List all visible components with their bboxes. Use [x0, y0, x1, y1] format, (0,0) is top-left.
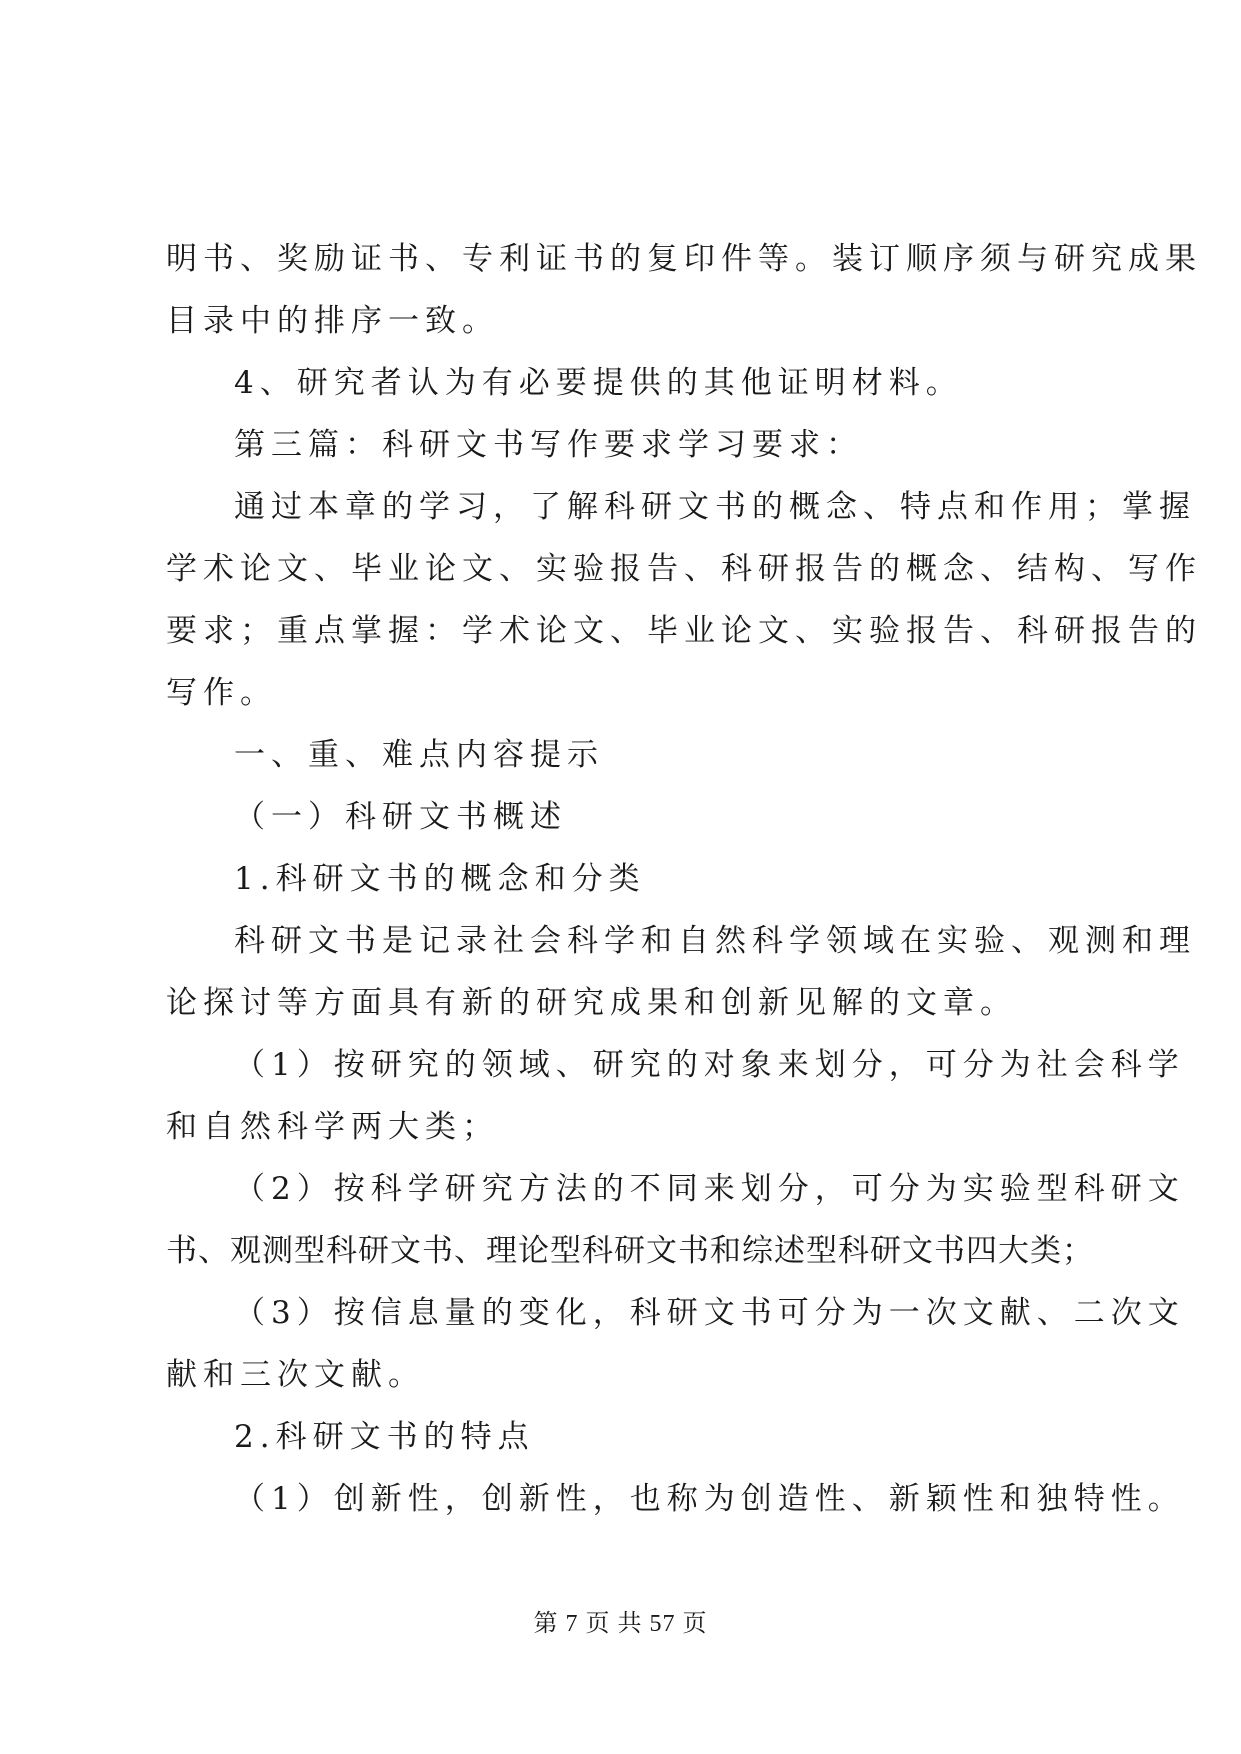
text-line: 献和三次文献。	[166, 1357, 425, 1393]
section-heading: 第三篇：科研文书写作要求学习要求：	[234, 427, 863, 463]
text-line: 通过本章的学习，了解科研文书的概念、特点和作用；掌握	[234, 489, 1196, 525]
text-line: 明书、奖励证书、专利证书的复印件等。装订顺序须与研究成果	[166, 241, 1202, 277]
text-line: （3）按信息量的变化，科研文书可分为一次文献、二次文	[234, 1295, 1185, 1331]
section-heading: 一、重、难点内容提示	[234, 737, 604, 773]
text-line: （1）按研究的领域、研究的对象来划分，可分为社会科学	[234, 1047, 1185, 1083]
subsection-heading: （一）科研文书概述	[234, 799, 567, 835]
text-line: 4、研究者认为有必要提供的其他证明材料。	[234, 365, 963, 401]
text-line: （1）创新性，创新性，也称为创造性、新颖性和独特性。	[234, 1481, 1185, 1517]
text-line: 论探讨等方面具有新的研究成果和创新见解的文章。	[166, 985, 1017, 1021]
text-line: 和自然科学两大类；	[166, 1109, 499, 1145]
subsection-heading: 2.科研文书的特点	[234, 1419, 535, 1455]
text-line: 科研文书是记录社会科学和自然科学领域在实验、观测和理	[234, 923, 1196, 959]
text-line: 目录中的排序一致。	[166, 303, 499, 339]
page-number-footer: 第 7 页 共 57 页	[533, 1611, 708, 1637]
text-line: 写作。	[166, 675, 277, 711]
text-line: 要求；重点掌握：学术论文、毕业论文、实验报告、科研报告的	[166, 613, 1202, 649]
text-line: 书、观测型科研文书、理论型科研文书和综述型科研文书四大类；	[166, 1233, 1094, 1269]
document-body	[166, 228, 1202, 1530]
text-line: 学术论文、毕业论文、实验报告、科研报告的概念、结构、写作	[166, 551, 1202, 587]
text-line: （2）按科学研究方法的不同来划分，可分为实验型科研文	[234, 1171, 1185, 1207]
subsection-heading: 1.科研文书的概念和分类	[234, 861, 646, 897]
